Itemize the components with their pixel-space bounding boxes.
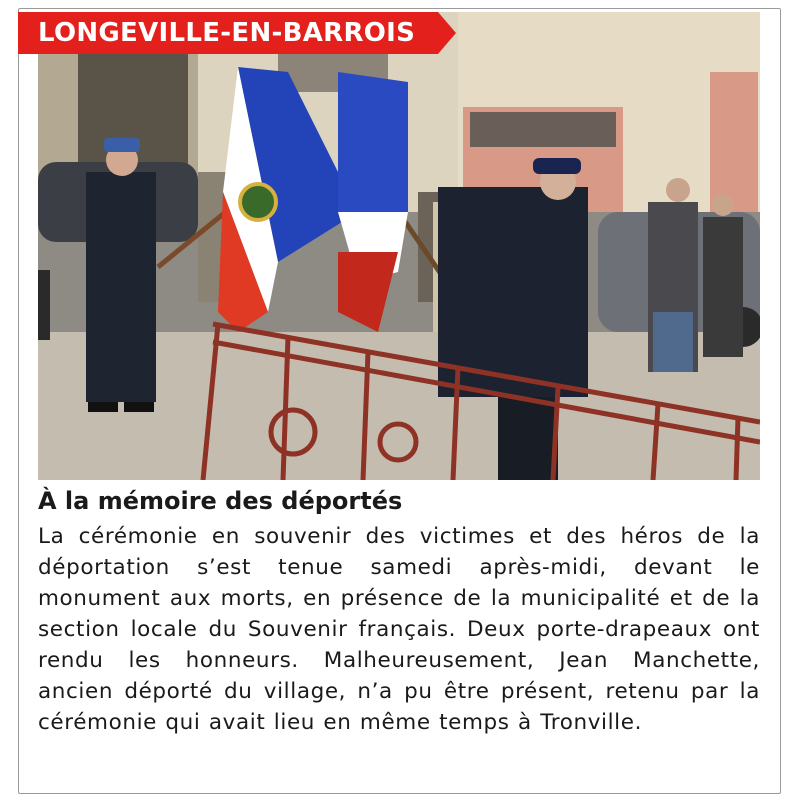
article-body: La cérémonie en souvenir des victimes et des héros de la déportation s’est tenue samedi après-midi, devant le monument aux morts, en présence de la municipalité et de la section locale du Souvenir français. Deux porte-drapeaux ont rendu les honneurs. Malheureusement, Jean Manchette, ancien déporté du village, n’a pu être présent, retenu par la cérémonie qui avait lieu en même temps à Tronville. <box>38 524 760 735</box>
flag-bearer-legs <box>498 397 558 480</box>
flag-bearer-right <box>438 187 588 397</box>
flag-bearer-beret <box>533 158 581 174</box>
bystander-head <box>666 178 690 202</box>
ceremony-photo-illustration <box>38 12 760 480</box>
window-shutter-right <box>710 72 758 212</box>
bystander <box>703 217 743 357</box>
flag-bearer-beret <box>104 138 140 152</box>
bollard <box>38 270 50 340</box>
ceremony-photo <box>38 12 760 480</box>
bystander-head <box>712 194 734 216</box>
shoe <box>88 402 118 412</box>
flag-blue <box>338 72 408 212</box>
shoe <box>124 402 154 412</box>
location-kicker: LONGEVILLE-EN-BARROIS <box>18 12 438 54</box>
bystander-jeans <box>653 312 693 372</box>
garage-windows <box>470 112 616 147</box>
flag-bearer-left <box>86 172 156 402</box>
article-headline: À la mémoire des déportés <box>38 487 403 515</box>
flag-emblem <box>240 184 276 220</box>
